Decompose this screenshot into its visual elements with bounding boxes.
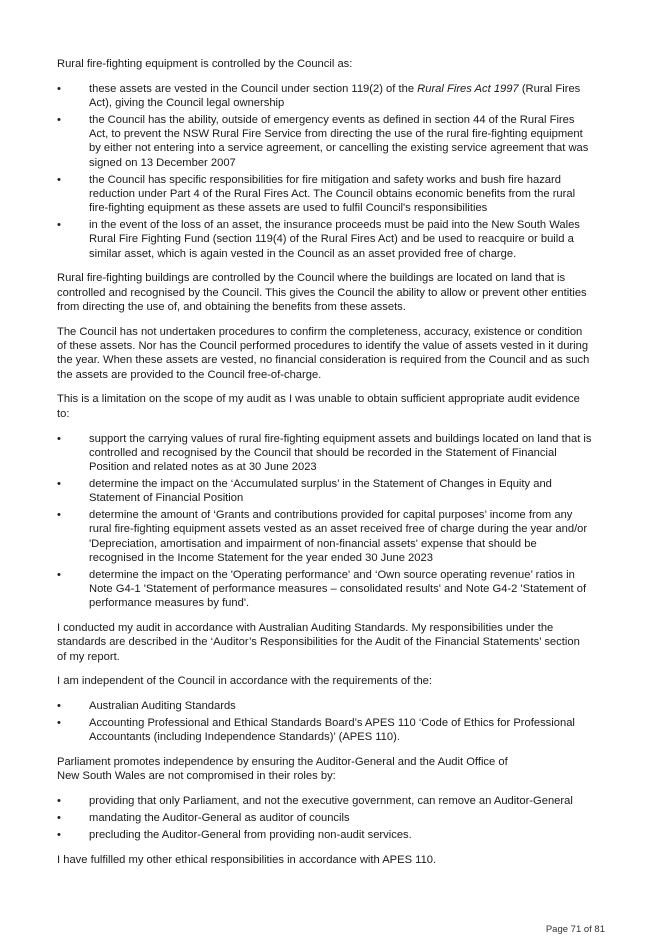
- bullet-icon: •: [57, 218, 61, 231]
- intro-paragraph: Rural fire-fighting equipment is controlled by the Council as:: [57, 58, 353, 70]
- bullet-icon: •: [57, 700, 61, 713]
- independence-paragraph: I am independent of the Council in accordance with the requirements of the:: [57, 675, 433, 688]
- independence-bullet-list: [57, 699, 592, 744]
- bullet-icon: •: [57, 828, 61, 841]
- list-item: • mandating the Auditor-General as auditor of councils: [57, 812, 350, 825]
- limitation-bullet-list: [57, 432, 592, 611]
- bullet-icon: •: [57, 717, 61, 730]
- bullet-icon: •: [57, 795, 61, 808]
- list-item: • providing that only Parliament, and not the executive government, can remove an Auditor-General: [57, 795, 573, 808]
- list-item: • the Council has specific responsibilities for fire mitigation and safety works and bush fire hazard reduction under Part 4 of the Rural Fires Act. The Council obtains economic benefits from the rural fire-fighting equipment as these assets are used to fulfil Council's responsibilities: [57, 173, 576, 215]
- act-title: Rural Fires Act 1997: [417, 82, 519, 95]
- limitation-paragraph: This is a limitation on the scope of my audit as I was unable to obtain sufficient appropriate audit evidence to:: [57, 393, 580, 420]
- buildings-paragraph: Rural fire-fighting buildings are controlled by the Council where the buildings are located on land that is controlled and recognised by the Council. This gives the Council the ability to allow or prevent other entities from directing the use of, and obtaining the benefits from these assets.: [57, 272, 587, 313]
- bullet-icon: •: [57, 432, 61, 445]
- list-item: • precluding the Auditor-General from providing non-audit services.: [57, 828, 412, 841]
- procedures-paragraph: The Council has not undertaken procedures to confirm the completeness, accuracy, existence or condition of these assets. Nor has the Council performed procedures to identify the value of assets vested in it during the year. When these assets are vested, no financial consideration is required from the Council and as such the assets are provided to the Council free-of-charge.: [57, 325, 590, 381]
- parliament-bullet-list: [57, 794, 592, 842]
- list-item: • support the carrying values of rural fire-fighting equipment assets and buildings located on land that is controlled and recognised by the Council that should be recorded in the Statement of Financial Position and related notes as at 30 June 2023: [57, 432, 592, 474]
- bullet-icon: •: [57, 812, 61, 825]
- bullet-icon: •: [57, 568, 61, 581]
- bullet-icon: •: [57, 173, 61, 186]
- list-item: • in the event of the loss of an asset, the insurance proceeds must be paid into the New South Wales Rural Fire Fighting Fund (section 119(4) of the Rural Fires Act) and be used to reacquire or build a similar asset, which is again vested in the Council as an asset provided free of charge.: [57, 218, 580, 260]
- page-number: Page 71 of 81: [545, 924, 605, 935]
- bullet-icon: •: [57, 113, 61, 126]
- bullet-icon: •: [57, 509, 61, 522]
- list-item: • Accounting Professional and Ethical Standards Board’s APES 110 ‘Code of Ethics for Professional Accountants (including Independence Standards)’ (APES 110).: [57, 717, 575, 744]
- bullet-icon: •: [57, 82, 61, 95]
- bullet-icon: •: [57, 477, 61, 490]
- document-body: [57, 57, 592, 877]
- parliament-paragraph: Parliament promotes independence by ensuring the Auditor-General and the Audit Office of New South Wales are not compromised in their roles by:: [57, 756, 508, 783]
- ethical-paragraph: I have fulfilled my other ethical responsibilities in accordance with APES 110.: [57, 853, 437, 866]
- list-item: • determine the impact on the ‘Accumulated surplus’ in the Statement of Changes in Equity and Statement of Financial Position: [57, 477, 552, 505]
- list-item: • Australian Auditing Standards: [57, 700, 236, 713]
- list-item: • the Council has the ability, outside of emergency events as defined in section 44 of the Rural Fires Act, to prevent the NSW Rural Fire Service from directing the use of the rural fire-fighting equipment by either not entering into a service agreement, or cancelling the existing service agreement that was signed on 13 December 2007: [57, 113, 589, 169]
- conducted-paragraph: I conducted my audit in accordance with Australian Auditing Standards. My responsibilities under the standards are described in the ‘Auditor’s Responsibilities for the Audit of the Financial Statements’ section of my report.: [57, 622, 580, 663]
- list-item: • these assets are vested in the Council under section 119(2) of the Rural Fires Act 1997 (Rural Fires Act), giving the Council legal ownership: [57, 82, 581, 110]
- list-item: • determine the impact on the 'Operating performance' and ‘Own source operating revenue’ ratios in Note G4-1 'Statement of performance measures – consolidated results' and Note G4-2 'Statement of performance measures by fund'.: [57, 568, 587, 610]
- control-bullet-list: [57, 82, 592, 261]
- list-item: • determine the amount of ‘Grants and contributions provided for capital purposes’ income from any rural fire-fighting equipment assets vested as an asset received free of charge during the year and/or 'Depreciation, amortisation and impairment of non-financial assets' expense that should be recognised in the Income Statement for the year ended 30 June 2023: [57, 509, 588, 564]
